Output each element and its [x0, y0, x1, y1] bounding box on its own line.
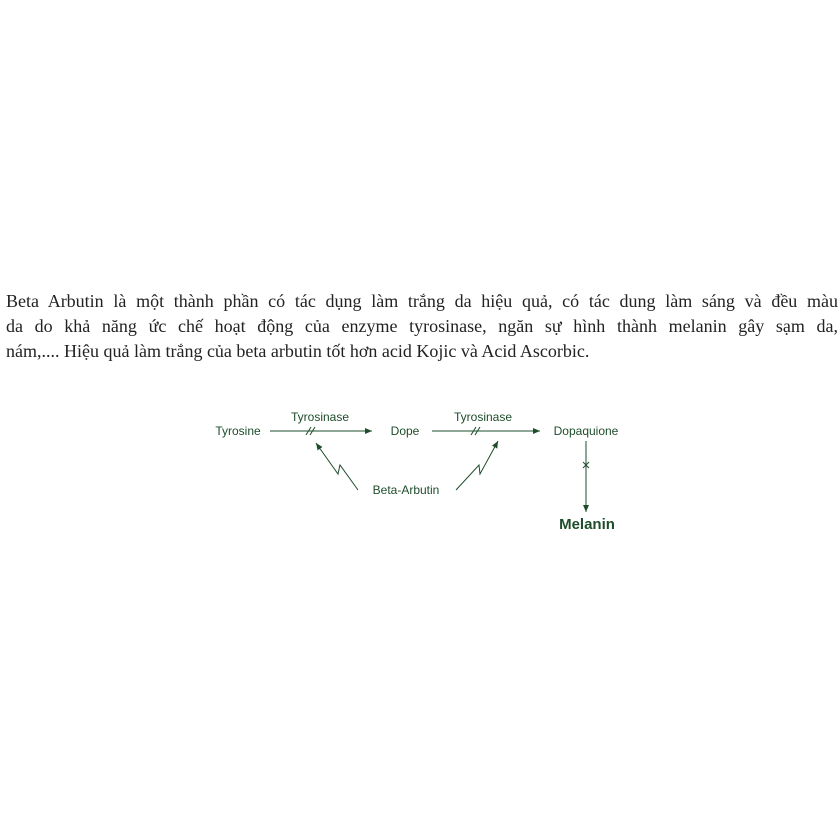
dopaquione-label: Dopaquione [553, 424, 619, 438]
dope-label: Dope [390, 424, 420, 438]
paragraph-line-2: da do khả năng ức chế hoạt động của enzyme tyrosinase, ngăn sự hình thành melanin gây sạm da, [6, 316, 838, 336]
tyrosinase-label-2: Tyrosinase [453, 410, 513, 424]
tyrosinase-label-1: Tyrosinase [290, 410, 350, 424]
melanin-label: Melanin [559, 516, 615, 533]
paragraph-line-1: Beta Arbutin là một thành phần có tác dụng làm trắng da hiệu quả, có tác dung làm sáng và đều màu [6, 291, 838, 311]
inhibition-arrow-right [456, 441, 498, 490]
paragraph-line-3: nám,.... Hiệu quả làm trắng của beta arbutin tốt hơn acid Kojic và Acid Ascorbic. [6, 341, 590, 361]
inhibition-arrow-left [316, 443, 358, 490]
beta-arbutin-label: Beta-Arbutin [372, 483, 440, 497]
tyrosine-label: Tyrosine [215, 424, 261, 438]
